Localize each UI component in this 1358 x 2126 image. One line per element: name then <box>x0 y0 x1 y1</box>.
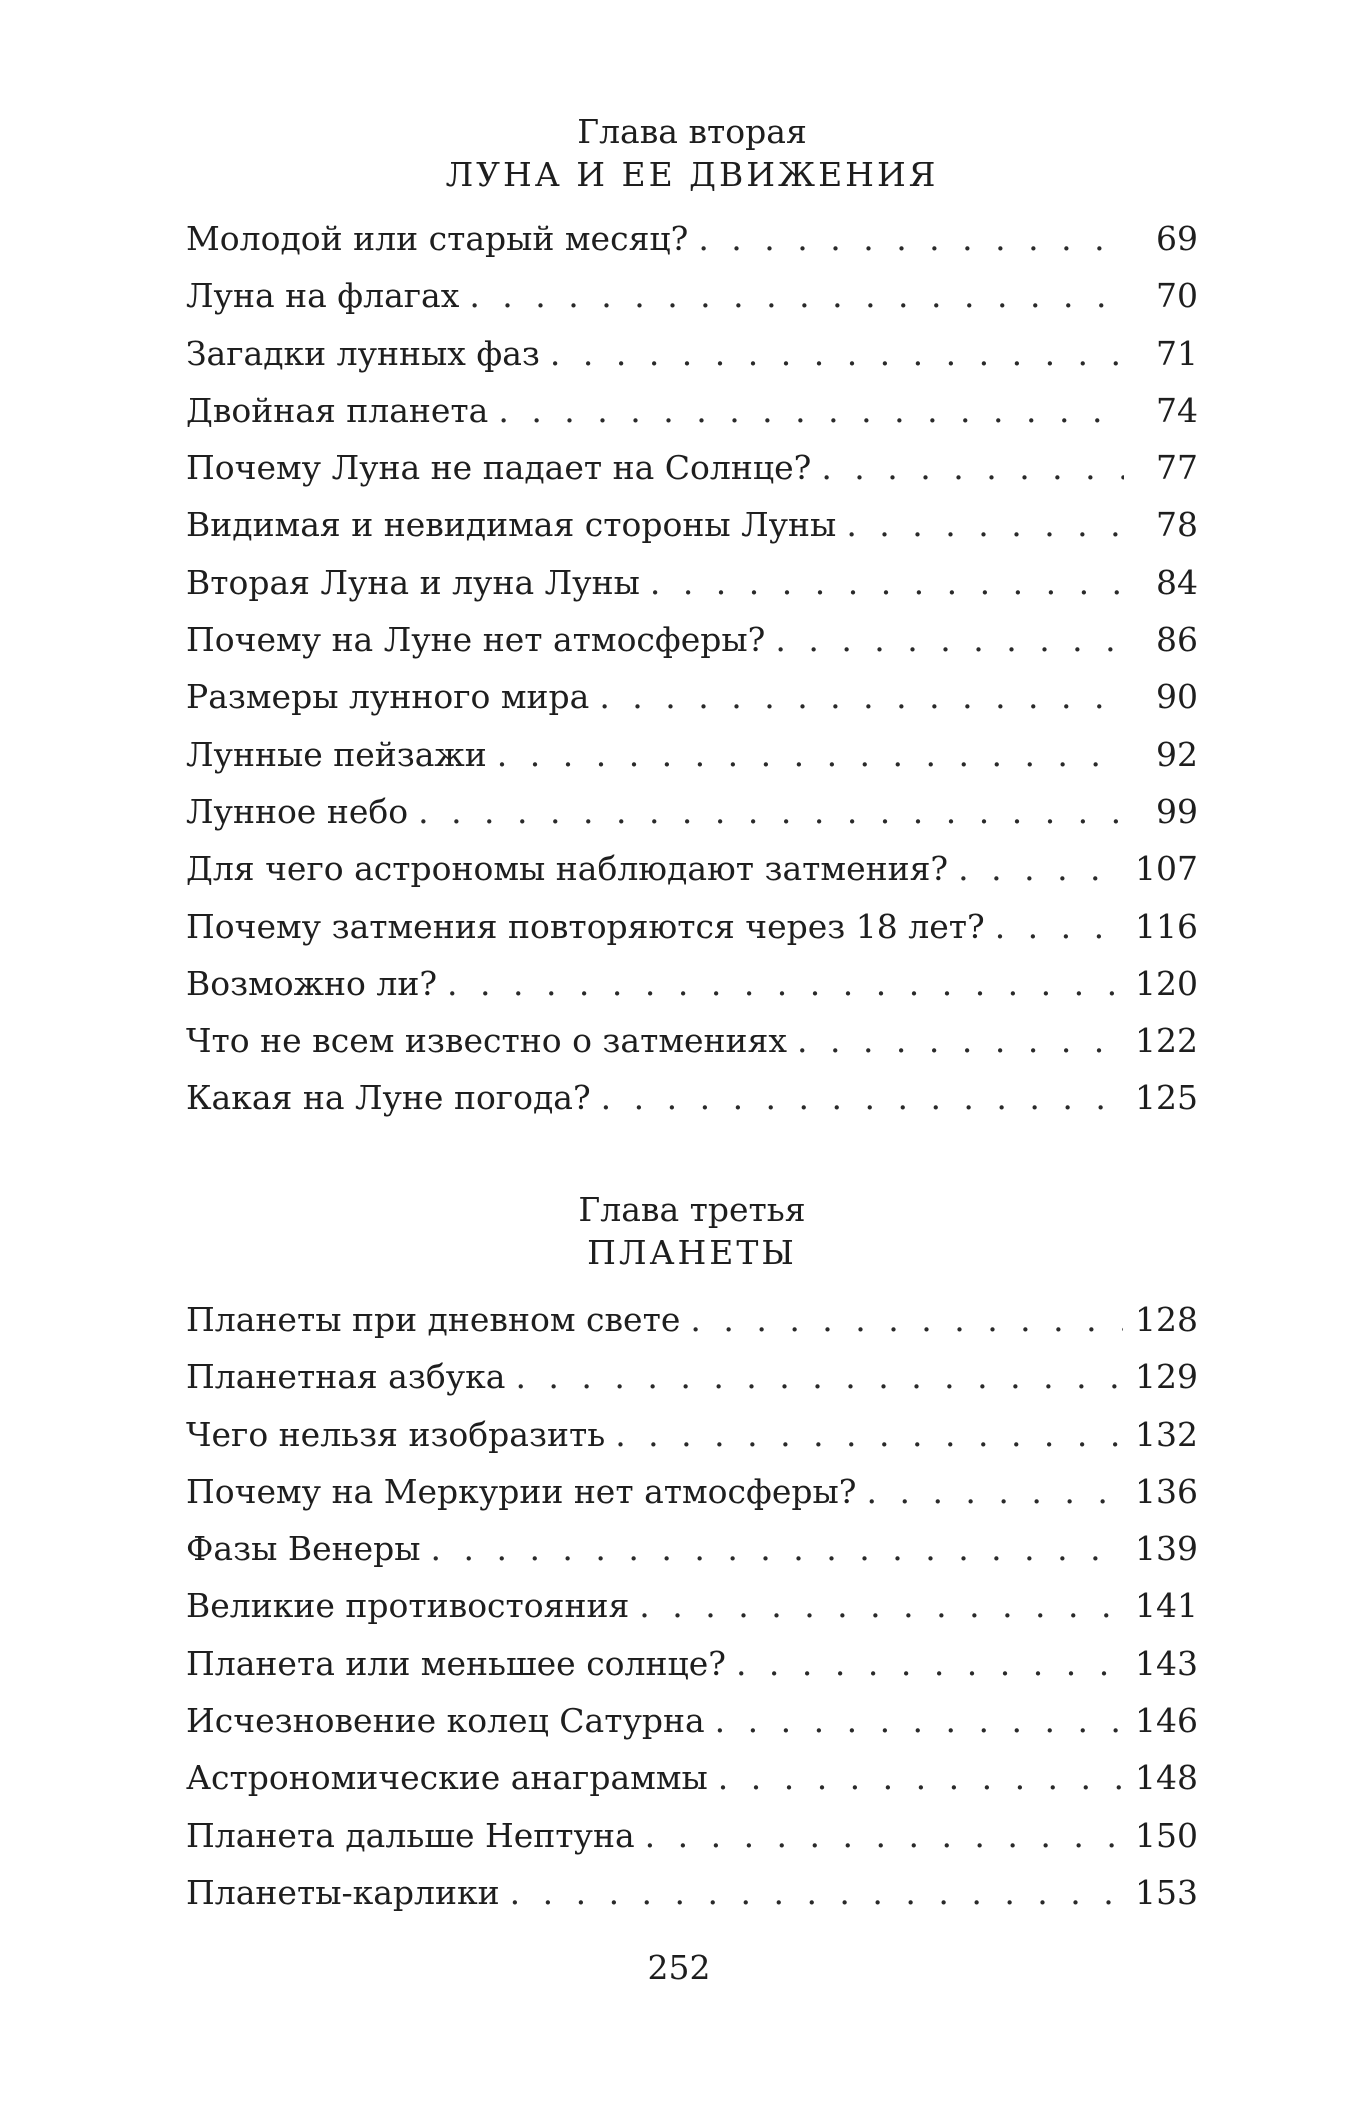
toc-entry <box>186 1807 1198 1864</box>
toc-leader-dots <box>821 439 1124 496</box>
toc-entry <box>186 783 1198 840</box>
toc-leader-dots <box>639 1577 1123 1634</box>
toc-entry-title: Луна на флагах <box>186 276 460 316</box>
toc-entry-page: 128 <box>1135 1300 1198 1339</box>
toc-entry-page: 122 <box>1135 1021 1198 1061</box>
toc-entry-title: Великие противостояния <box>186 1586 630 1626</box>
toc-entry-page: 150 <box>1135 1815 1198 1855</box>
toc-leader-dots <box>846 496 1124 553</box>
toc-entry-title: Фазы Венеры <box>186 1529 421 1569</box>
toc-entry-page: 120 <box>1135 963 1198 1003</box>
toc-list-chapter-2 <box>186 210 1198 1127</box>
toc-entry-page: 141 <box>1135 1586 1198 1626</box>
toc-leader-dots <box>797 1012 1123 1069</box>
toc-entry <box>186 1577 1198 1634</box>
toc-leader-dots <box>515 1348 1123 1405</box>
toc-entry <box>186 668 1198 725</box>
page-number: 252 <box>647 1948 711 1987</box>
toc-entry-title: Исчезновение колец Сатурна <box>186 1701 705 1741</box>
toc-entry-page: 70 <box>1156 276 1198 316</box>
toc-entry-page: 74 <box>1156 390 1198 430</box>
toc-entry <box>186 1291 1198 1348</box>
toc-entry <box>186 840 1198 897</box>
toc-entry-title: Какая на Луне погода? <box>186 1078 591 1118</box>
chapter-label: Глава третья <box>578 1190 806 1229</box>
toc-leader-dots <box>447 955 1123 1012</box>
toc-leader-dots <box>690 1291 1123 1348</box>
toc-entry-page: 71 <box>1156 333 1198 373</box>
toc-entry <box>186 1692 1198 1749</box>
toc-entry-page: 132 <box>1135 1414 1198 1454</box>
toc-entry-title: Планетная азбука <box>186 1357 506 1397</box>
toc-entry <box>186 496 1198 553</box>
toc-leader-dots <box>498 382 1124 439</box>
toc-entry <box>186 726 1198 783</box>
chapter-2-heading <box>186 112 1198 198</box>
toc-entry-title: Двойная планета <box>186 390 489 430</box>
toc-entry-title: Видимая и невидимая стороны Луны <box>186 505 837 545</box>
toc-entry-title: Планета или меньшее солнце? <box>186 1643 726 1683</box>
toc-entry-page: 153 <box>1135 1872 1198 1912</box>
toc-leader-dots <box>866 1463 1123 1520</box>
toc-entry-page: 92 <box>1156 734 1198 774</box>
toc-entry <box>186 382 1198 439</box>
toc-entry <box>186 1864 1198 1921</box>
chapter-3-heading <box>186 1190 1198 1276</box>
toc-entry-page: 90 <box>1156 677 1198 717</box>
toc-entry-title: Почему на Луне нет атмосферы? <box>186 620 766 660</box>
toc-leader-dots <box>698 210 1124 267</box>
toc-entry-page: 129 <box>1135 1357 1198 1397</box>
toc-leader-dots <box>995 898 1123 955</box>
toc-entry <box>186 210 1198 267</box>
toc-entry <box>186 1348 1198 1405</box>
toc-entry-page: 143 <box>1135 1643 1198 1683</box>
chapter-title: ПЛАНЕТЫ <box>587 1233 797 1272</box>
toc-entry-title: Почему затмения повторяются через 18 лет? <box>186 906 985 946</box>
toc-entry-page: 77 <box>1156 448 1198 488</box>
chapter-title: ЛУНА И ЕЕ ДВИЖЕНИЯ <box>445 155 939 194</box>
toc-entry-page: 78 <box>1156 505 1198 545</box>
toc-leader-dots <box>497 726 1124 783</box>
toc-entry-title: Молодой или старый месяц? <box>186 219 689 258</box>
toc-leader-dots <box>599 668 1124 725</box>
toc-entry <box>186 1012 1198 1069</box>
toc-leader-dots <box>736 1635 1123 1692</box>
toc-entry-page: 69 <box>1156 219 1198 258</box>
toc-entry <box>186 898 1198 955</box>
toc-leader-dots <box>958 840 1123 897</box>
toc-entry-title: Что не всем известно о затмениях <box>186 1021 787 1061</box>
toc-entry-title: Астрономические анаграммы <box>186 1758 708 1798</box>
toc-entry-title: Почему на Меркурии нет атмосферы? <box>186 1471 857 1511</box>
toc-leader-dots <box>650 554 1124 611</box>
toc-entry-title: Лунные пейзажи <box>186 734 487 774</box>
toc-leader-dots <box>645 1807 1123 1864</box>
toc-entry-title: Лунное небо <box>186 791 409 831</box>
toc-entry-title: Для чего астрономы наблюдают затмения? <box>186 849 949 889</box>
toc-entry <box>186 554 1198 611</box>
toc-entry <box>186 611 1198 668</box>
toc-entry-page: 136 <box>1135 1471 1198 1511</box>
toc-leader-dots <box>615 1406 1123 1463</box>
toc-entry <box>186 1406 1198 1463</box>
toc-entry <box>186 325 1198 382</box>
toc-entry-title: Планета дальше Нептуна <box>186 1815 635 1855</box>
toc-entry <box>186 1463 1198 1520</box>
toc-entry <box>186 267 1198 324</box>
toc-entry-title: Вторая Луна и луна Луны <box>186 562 640 602</box>
toc-entry-page: 125 <box>1135 1078 1198 1118</box>
toc-entry <box>186 1520 1198 1577</box>
toc-leader-dots <box>418 783 1124 840</box>
toc-entry-page: 146 <box>1135 1701 1198 1741</box>
toc-entry <box>186 1069 1198 1126</box>
toc-entry <box>186 1749 1198 1806</box>
chapter-label: Глава вторая <box>577 112 807 151</box>
toc-entry-title: Возможно ли? <box>186 963 438 1003</box>
toc-entry-title: Планеты-карлики <box>186 1872 500 1912</box>
toc-entry-page: 99 <box>1156 791 1198 831</box>
toc-leader-dots <box>431 1520 1123 1577</box>
toc-entry <box>186 955 1198 1012</box>
toc-entry-page: 148 <box>1135 1758 1198 1798</box>
toc-entry-title: Загадки лунных фаз <box>186 333 540 373</box>
toc-leader-dots <box>510 1864 1123 1921</box>
toc-entry-title: Чего нельзя изобразить <box>186 1414 606 1454</box>
toc-list-chapter-3 <box>186 1291 1198 1921</box>
toc-entry-page: 139 <box>1135 1529 1198 1569</box>
toc-leader-dots <box>469 267 1124 324</box>
toc-leader-dots <box>601 1069 1123 1126</box>
toc-entry-title: Почему Луна не падает на Солнце? <box>186 448 812 488</box>
toc-entry-page: 86 <box>1156 620 1198 660</box>
toc-leader-dots <box>550 325 1124 382</box>
toc-entry <box>186 439 1198 496</box>
toc-leader-dots <box>715 1692 1123 1749</box>
toc-entry-title: Размеры лунного мира <box>186 677 590 717</box>
toc-entry-page: 116 <box>1135 906 1198 946</box>
toc-entry <box>186 1635 1198 1692</box>
toc-leader-dots <box>775 611 1124 668</box>
toc-entry-title: Планеты при дневном свете <box>186 1300 681 1339</box>
toc-entry-page: 107 <box>1135 849 1198 889</box>
toc-leader-dots <box>718 1749 1123 1806</box>
toc-entry-page: 84 <box>1156 562 1198 602</box>
